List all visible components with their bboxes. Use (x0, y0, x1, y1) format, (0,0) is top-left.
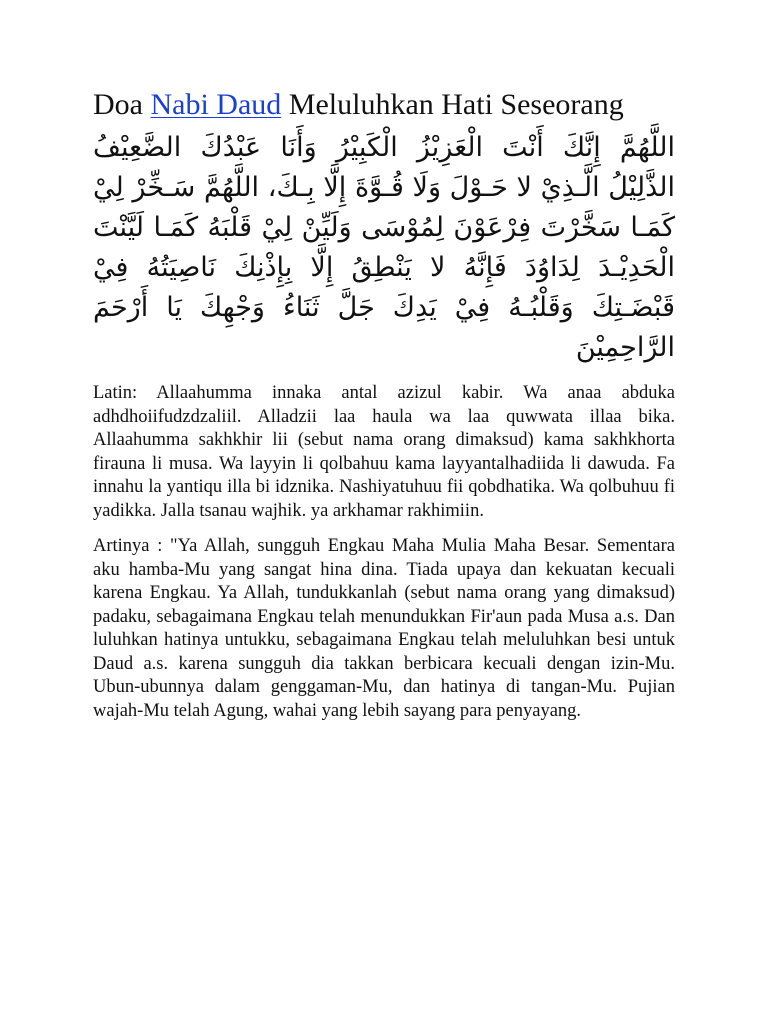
arabic-prayer-text: اللَّهُمَّ إِنَّكَ أَنْتَ الْعَزِيْزُ الْكَبِيْرُ وَأَنَا عَبْدُكَ الضَّعِيْفُ الذَّلِيْلُ الَّـذِيْ لا حَـوْلَ وَلَا قُـوَّةَ إِلَّا بِـكَ، اللَّهُمَّ سَـخِّرْ لِيْ كَمَـا سَخَّرْتَ فِرْعَوْنَ لِمُوْسَى وَلَيِّنْ لِيْ قَلْبَهُ كَمَـا لَيَّنْتَ الْحَدِيْـدَ لِدَاوُدَ فَإِنَّهُ لا يَنْطِقُ إِلَّا بِإِذْنِكَ نَاصِيَتُهُ فِيْ قَبْضَـتِكَ وَقَلْبُـهُ فِيْ يَدِكَ جَلَّ ثَنَاءُ وَجْهِكَ يَا أَرْحَمَ الرَّاحِمِيْنَ (93, 132, 675, 363)
nabi-daud-link[interactable]: Nabi Daud (150, 88, 282, 121)
document-page (93, 86, 675, 735)
title-suffix: Meluluhkan Hati Seseorang (288, 88, 624, 121)
latin-transliteration: Latin: Allaahumma innaka antal azizul kabir. Wa anaa abduka adhdhoiifudzdzaliil. Alladzii laa haula wa laa quwwata illaa bika. Allaahumma sakhkhir lii (sebut nama orang dimaksud) kama sakhkhorta firauna li musa. Wa layyin li qolbahuu kama layyantalhadiida li dawuda. Fa innahu la yantiqu illa bi idznika. Nashiyatuhuu fii qobdhatika. Wa qolbuhuu fi yadikka. Jalla tsanau wajhik. ya arkhamar rakhimiin. (93, 383, 675, 521)
page-title (93, 86, 675, 124)
title-prefix: Doa (93, 88, 143, 121)
translation-paragraph: Artinya : "Ya Allah, sungguh Engkau Maha Mulia Maha Besar. Sementara aku hamba-Mu yang sangat hina dina. Tiada upaya dan kekuatan kecuali karena Engkau. Ya Allah, tundukkanlah (sebut nama orang yang dimaksud) padaku, sebagaimana Engkau telah menundukkan Fir'aun pada Musa a.s. Dan luluhkan hatinya untukku, sebagaimana Engkau telah meluluhkan besi untuk Daud a.s. karena sungguh dia takkan berbicara kecuali dengan izin-Mu. Ubun-ubunnya dalam genggaman-Mu, dan hatinya di tangan-Mu. Pujian wajah-Mu telah Agung, wahai yang lebih sayang para penyayang. (93, 536, 675, 721)
